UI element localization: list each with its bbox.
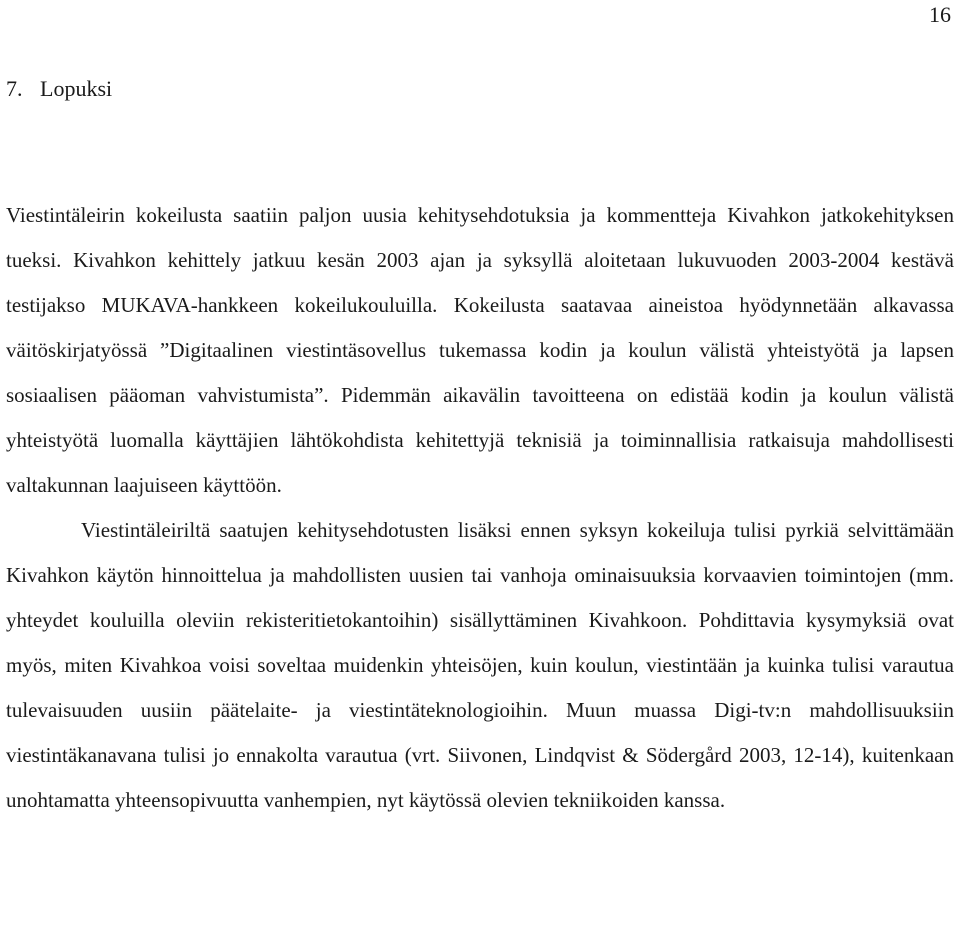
section-number: 7. <box>6 76 23 101</box>
page-number: 16 <box>929 2 951 27</box>
paragraph-1: Viestintäleirin kokeilusta saatiin paljon uusia kehitysehdotuksia ja kommentteja Kivahkon jatkokehityksen tueksi. Kivahkon kehittely jatkuu kesän 2003 ajan ja syksyllä aloitetaan lukuvuoden 2003-2004 kestävä testijakso MUKAVA-hankkeen kokeilukouluilla. Kokeilusta saatavaa aineistoa hyödynnetään alkavassa väitöskirjatyössä ”Digitaalinen viestintäsovellus tukemassa kodin ja koulun välistä yhteistyötä ja lapsen sosiaalisen pääoman vahvistumista”. Pidemmän aikavälin tavoitteena on edistää kodin ja koulun välistä yhteistyötä luomalla käyttäjien lähtökohdista kehitettyjä teknisiä ja toiminnallisia ratkaisuja mahdollisesti valtakunnan laajuiseen käyttöön. <box>6 203 954 497</box>
section-heading <box>6 76 112 102</box>
paragraph-2: Viestintäleiriltä saatujen kehitysehdotusten lisäksi ennen syksyn kokeiluja tulisi pyrkiä selvittämään Kivahkon käytön hinnoittelua ja mahdollisten uusien tai vanhoja ominaisuuksia korvaavien toimintojen (mm. yhteydet kouluilla oleviin rekisteritietokantoihin) sisällyttäminen Kivahkoon. Pohdittavia kysymyksiä ovat myös, miten Kivahkoa voisi soveltaa muidenkin yhteisöjen, kuin koulun, viestintään ja kuinka tulisi varautua tulevaisuuden uusiin päätelaite- ja viestintäteknologioihin. Muun muassa Digi-tv:n mahdollisuuksiin viestintäkanavana tulisi jo ennakolta varautua (vrt. Siivonen, Lindqvist & Södergård 2003, 12-14), kuitenkaan unohtamatta yhteensopivuutta vanhempien, nyt käytössä olevien tekniikoiden kanssa. <box>6 518 954 812</box>
body-text <box>6 193 954 823</box>
section-title: Lopuksi <box>40 76 113 101</box>
